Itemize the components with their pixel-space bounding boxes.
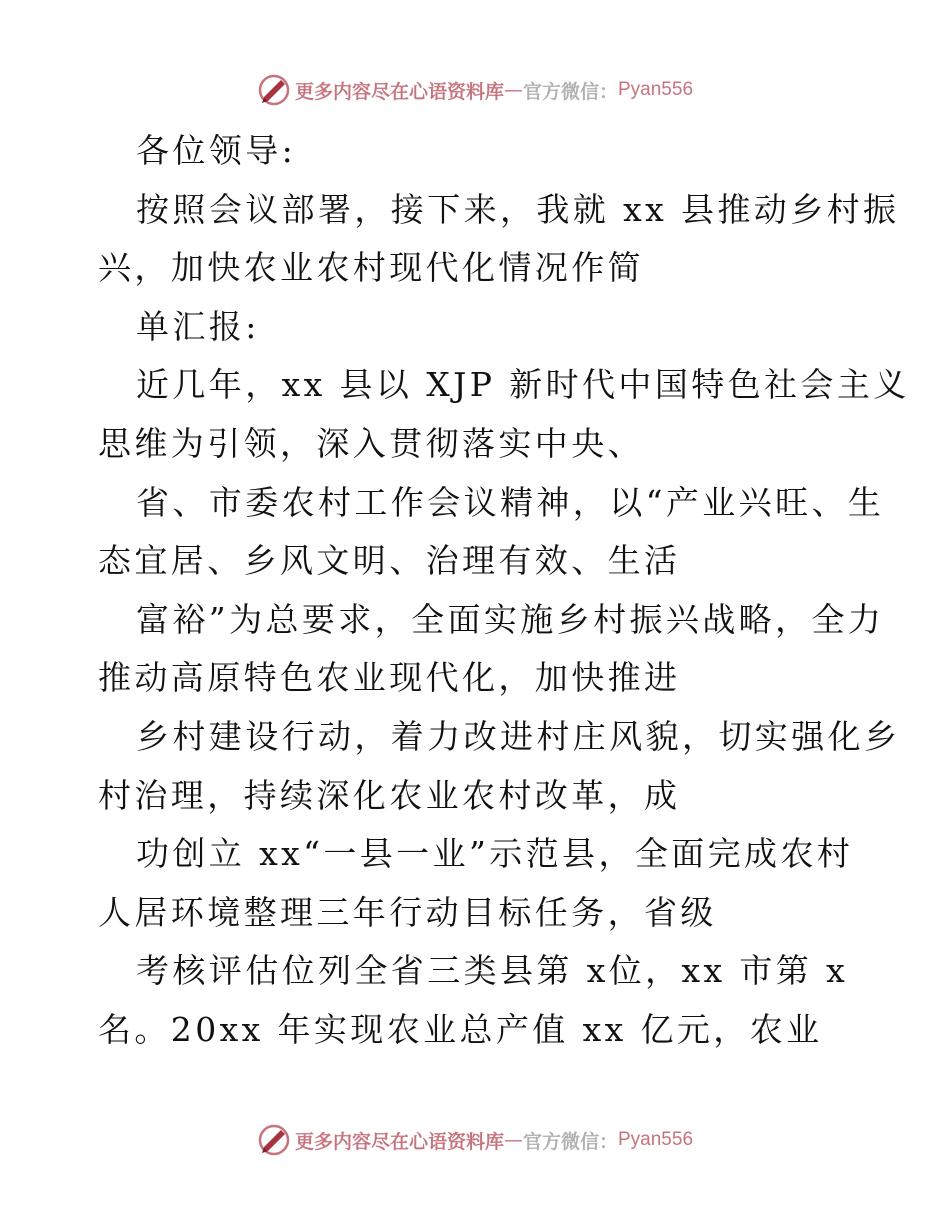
document-line: 人居环境整理三年行动目标任务，省级 <box>98 892 717 932</box>
document-line: 思维为引领，深入贯彻落实中央、 <box>98 423 644 463</box>
document-line: 乡村建设行动，着力改进村庄风貌，切实强化乡 <box>136 716 901 756</box>
watermark-sub: 官方微信： <box>522 1130 618 1153</box>
watermark-dash: — <box>503 79 523 101</box>
document-line: 推动高原特色农业现代化，加快推进 <box>98 658 681 698</box>
watermark-id: Pyan556 <box>618 1129 694 1150</box>
document-line: 按照会议部署，接下来，我就 xx 县推动乡村振 <box>136 189 900 229</box>
document-line: 名。20xx 年实现农业总产值 xx 亿元，农业 <box>98 1009 823 1049</box>
watermark-text: 更多内容尽在心语资料库 <box>294 1130 504 1153</box>
document-line: 单汇报: <box>136 306 260 346</box>
watermark-sub: 官方微信： <box>522 80 618 103</box>
document-line: 省、市委农村工作会议精神，以“产业兴旺、生 <box>136 482 885 522</box>
document-line: 考核评估位列全省三类县第 x位，xx 市第 x <box>136 951 849 991</box>
document-body <box>98 122 910 1060</box>
pen-logo-icon <box>257 73 291 107</box>
pen-logo-icon <box>257 1123 291 1157</box>
watermark-id: Pyan556 <box>618 79 694 100</box>
document-line: 富裕”为总要求，全面实施乡村振兴战略，全力 <box>136 599 885 639</box>
watermark-text: 更多内容尽在心语资料库 <box>294 80 504 103</box>
document-line: 村治理，持续深化农业农村改革，成 <box>98 775 681 815</box>
document-line: 近几年，xx 县以 XJP 新时代中国特色社会主义 <box>136 365 910 405</box>
document-line: 态宜居、乡风文明、治理有效、生活 <box>98 541 681 581</box>
document-line: 兴，加快农业农村现代化情况作简 <box>98 248 644 288</box>
document-line: 功创立 xx“一县一业”示范县，全面完成农村 <box>136 834 854 874</box>
header-watermark <box>0 70 950 110</box>
footer-watermark <box>0 1120 950 1160</box>
document-line: 各位领导: <box>136 131 297 170</box>
watermark-dash: — <box>503 1129 523 1151</box>
